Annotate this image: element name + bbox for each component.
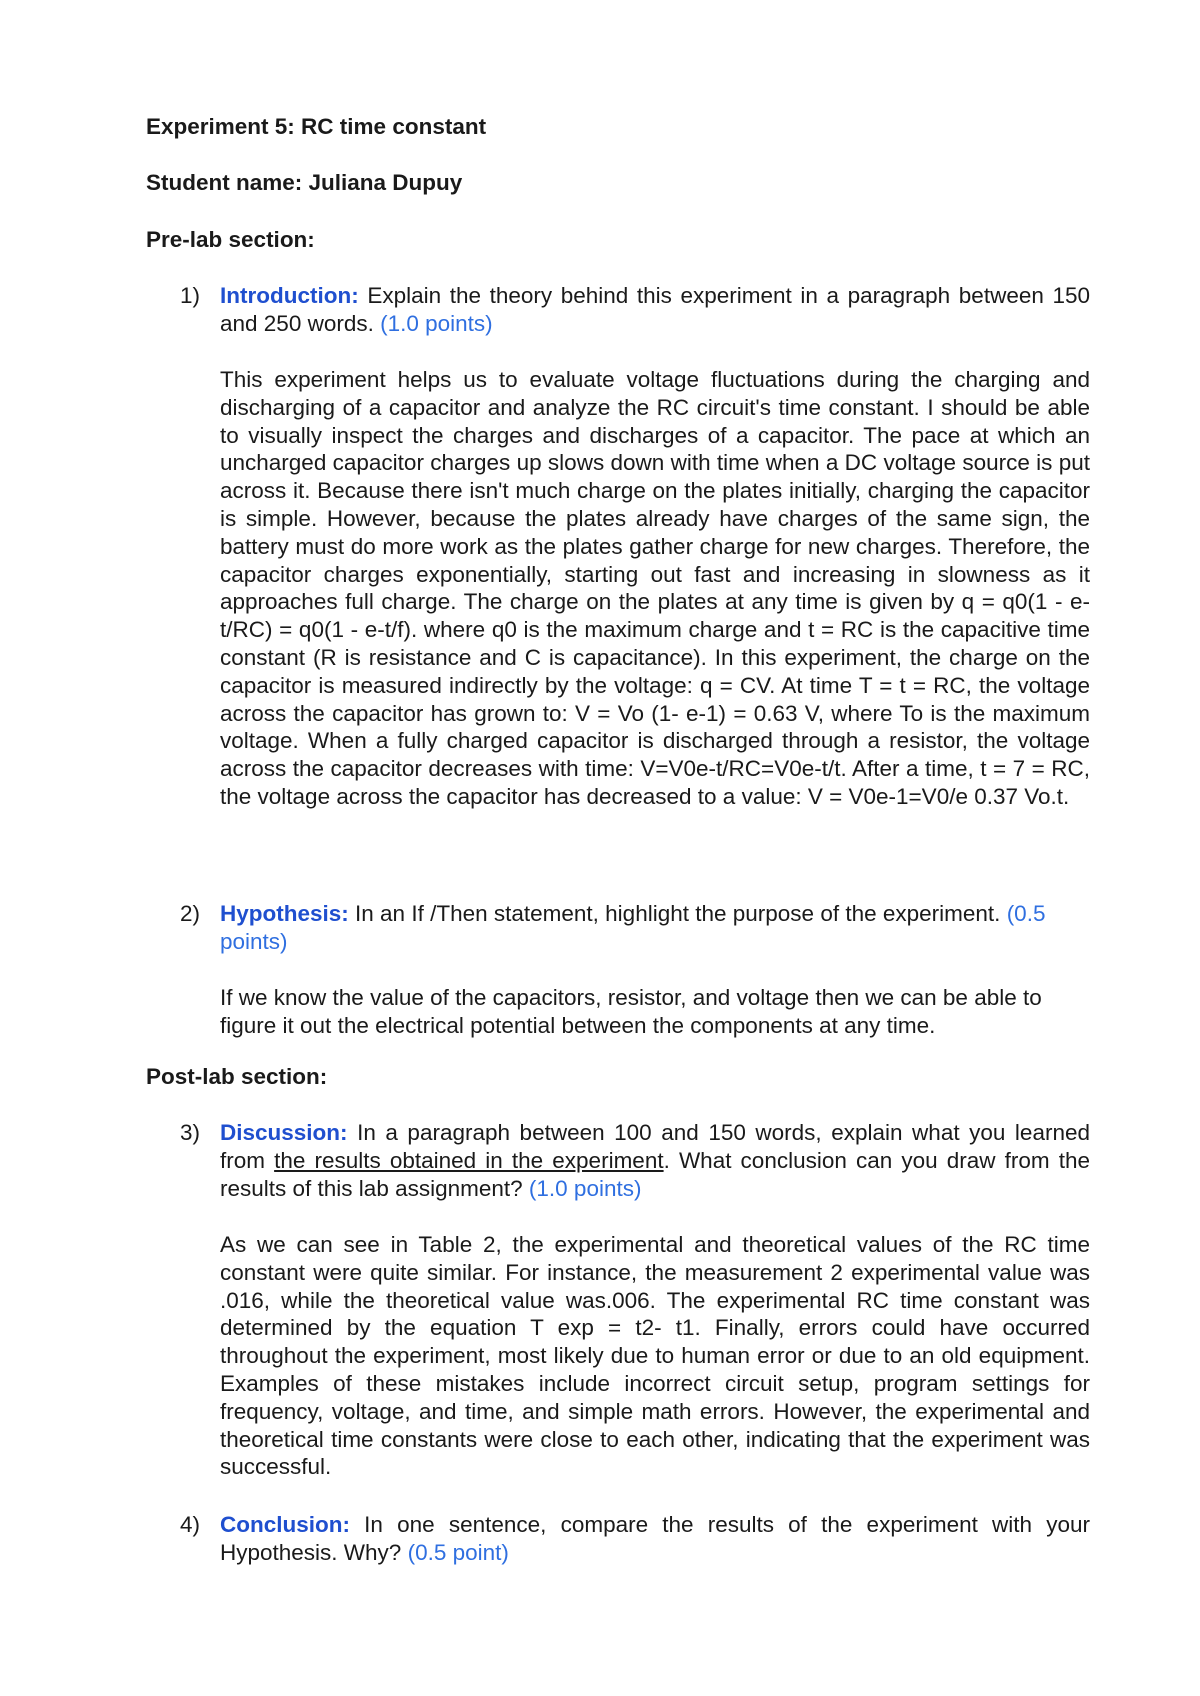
question-points: (1.0 points): [528, 1175, 642, 1201]
question-text: In an If /Then statement, highlight the purpose of the experiment.: [348, 901, 1007, 926]
student-name: Student name: Juliana Dupuy: [146, 170, 463, 195]
question-number: 1): [180, 283, 201, 308]
question-number: 4): [180, 1512, 201, 1537]
document-title: Experiment 5: RC time constant: [146, 114, 487, 139]
question-keyword: Hypothesis:: [220, 901, 349, 926]
question-number: 2): [180, 901, 201, 926]
question-points: (0.5 points): [220, 901, 1046, 954]
question-prompt: [220, 282, 1090, 338]
question-points: (0.5 point): [407, 1539, 509, 1565]
question-text-continued: . What conclusion can you draw from the results of this lab assignment?: [220, 1147, 1090, 1201]
question-prompt: [220, 1511, 1090, 1567]
postlab-heading: Post-lab section:: [146, 1064, 328, 1089]
question-keyword: Introduction:: [220, 283, 359, 308]
answer-hypothesis: If we know the value of the capacitors, resistor, and voltage then we can be able to figure it out the electrical potential between the components at any time.: [220, 985, 1042, 1038]
question-number: 3): [180, 1120, 201, 1145]
question-points: (1.0 points): [380, 310, 493, 336]
question-text: In a paragraph between 100 and 150 words, explain what you learned from: [220, 1120, 1090, 1173]
answer-discussion: As we can see in Table 2, the experimental and theoretical values of the RC time constant were quite similar. For instance, the measurement 2 experimental value was .016, while the theoretical value was.006. The experimental RC time constant was determined by the equation T exp = t2- t1. Finally, errors could have occurred throughout the experiment, most likely due to human error or due to an old equipment. Examples of these mistakes include incorrect circuit setup, program settings for frequency, voltage, and time, and simple math errors. However, the experimental and theoretical time constants were close to each other, indicating that the experiment was successful.: [220, 1232, 1090, 1480]
prelab-heading: Pre-lab section:: [146, 227, 315, 252]
underlined-phrase: the results obtained in the experiment: [274, 1147, 664, 1173]
question-prompt: [220, 900, 1090, 956]
question-text: Explain the theory behind this experiment in a paragraph between 150 and 250 words.: [220, 283, 1090, 336]
question-keyword: Conclusion:: [220, 1512, 350, 1537]
answer-introduction: This experiment helps us to evaluate voltage fluctuations during the charging and discharging of a capacitor and analyze the RC circuit's time constant. I should be able to visually inspect the charges and discharges of a capacitor. The pace at which an uncharged capacitor charges up slows down with time when a DC voltage source is put across it. Because there isn't much charge on the plates initially, charging the capacitor is simple. However, because the plates already have charges of the same sign, the battery must do more work as the plates gather charge for new charges. Therefore, the capacitor charges exponentially, starting out fast and increasing in slowness as it approaches full charge. The charge on the plates at any time is given by q = q0(1 - e-t/RC) = q0(1 - e-t/f). where q0 is the maximum charge and t = RC is the capacitive time constant (R is resistance and C is capacitance). In this experiment, the charge on the capacitor is measured indirectly by the voltage: q = CV. At time T = t = RC, the voltage across the capacitor has grown to: V = Vo (1- e-1) = 0.63 V, where To is the maximum voltage. When a fully charged capacitor is discharged through a resistor, the voltage across the capacitor decreases with time: V=V0e-t/RC=V0e-t/t. After a time, t = 7 = RC, the voltage across the capacitor has decreased to a value: V = V0e-1=V0/e 0.37 Vo.t.: [220, 367, 1090, 809]
question-keyword: Discussion:: [220, 1120, 348, 1145]
question-prompt: [220, 1119, 1090, 1202]
question-text: In one sentence, compare the results of the experiment with your Hypothesis. Why?: [220, 1512, 1090, 1565]
